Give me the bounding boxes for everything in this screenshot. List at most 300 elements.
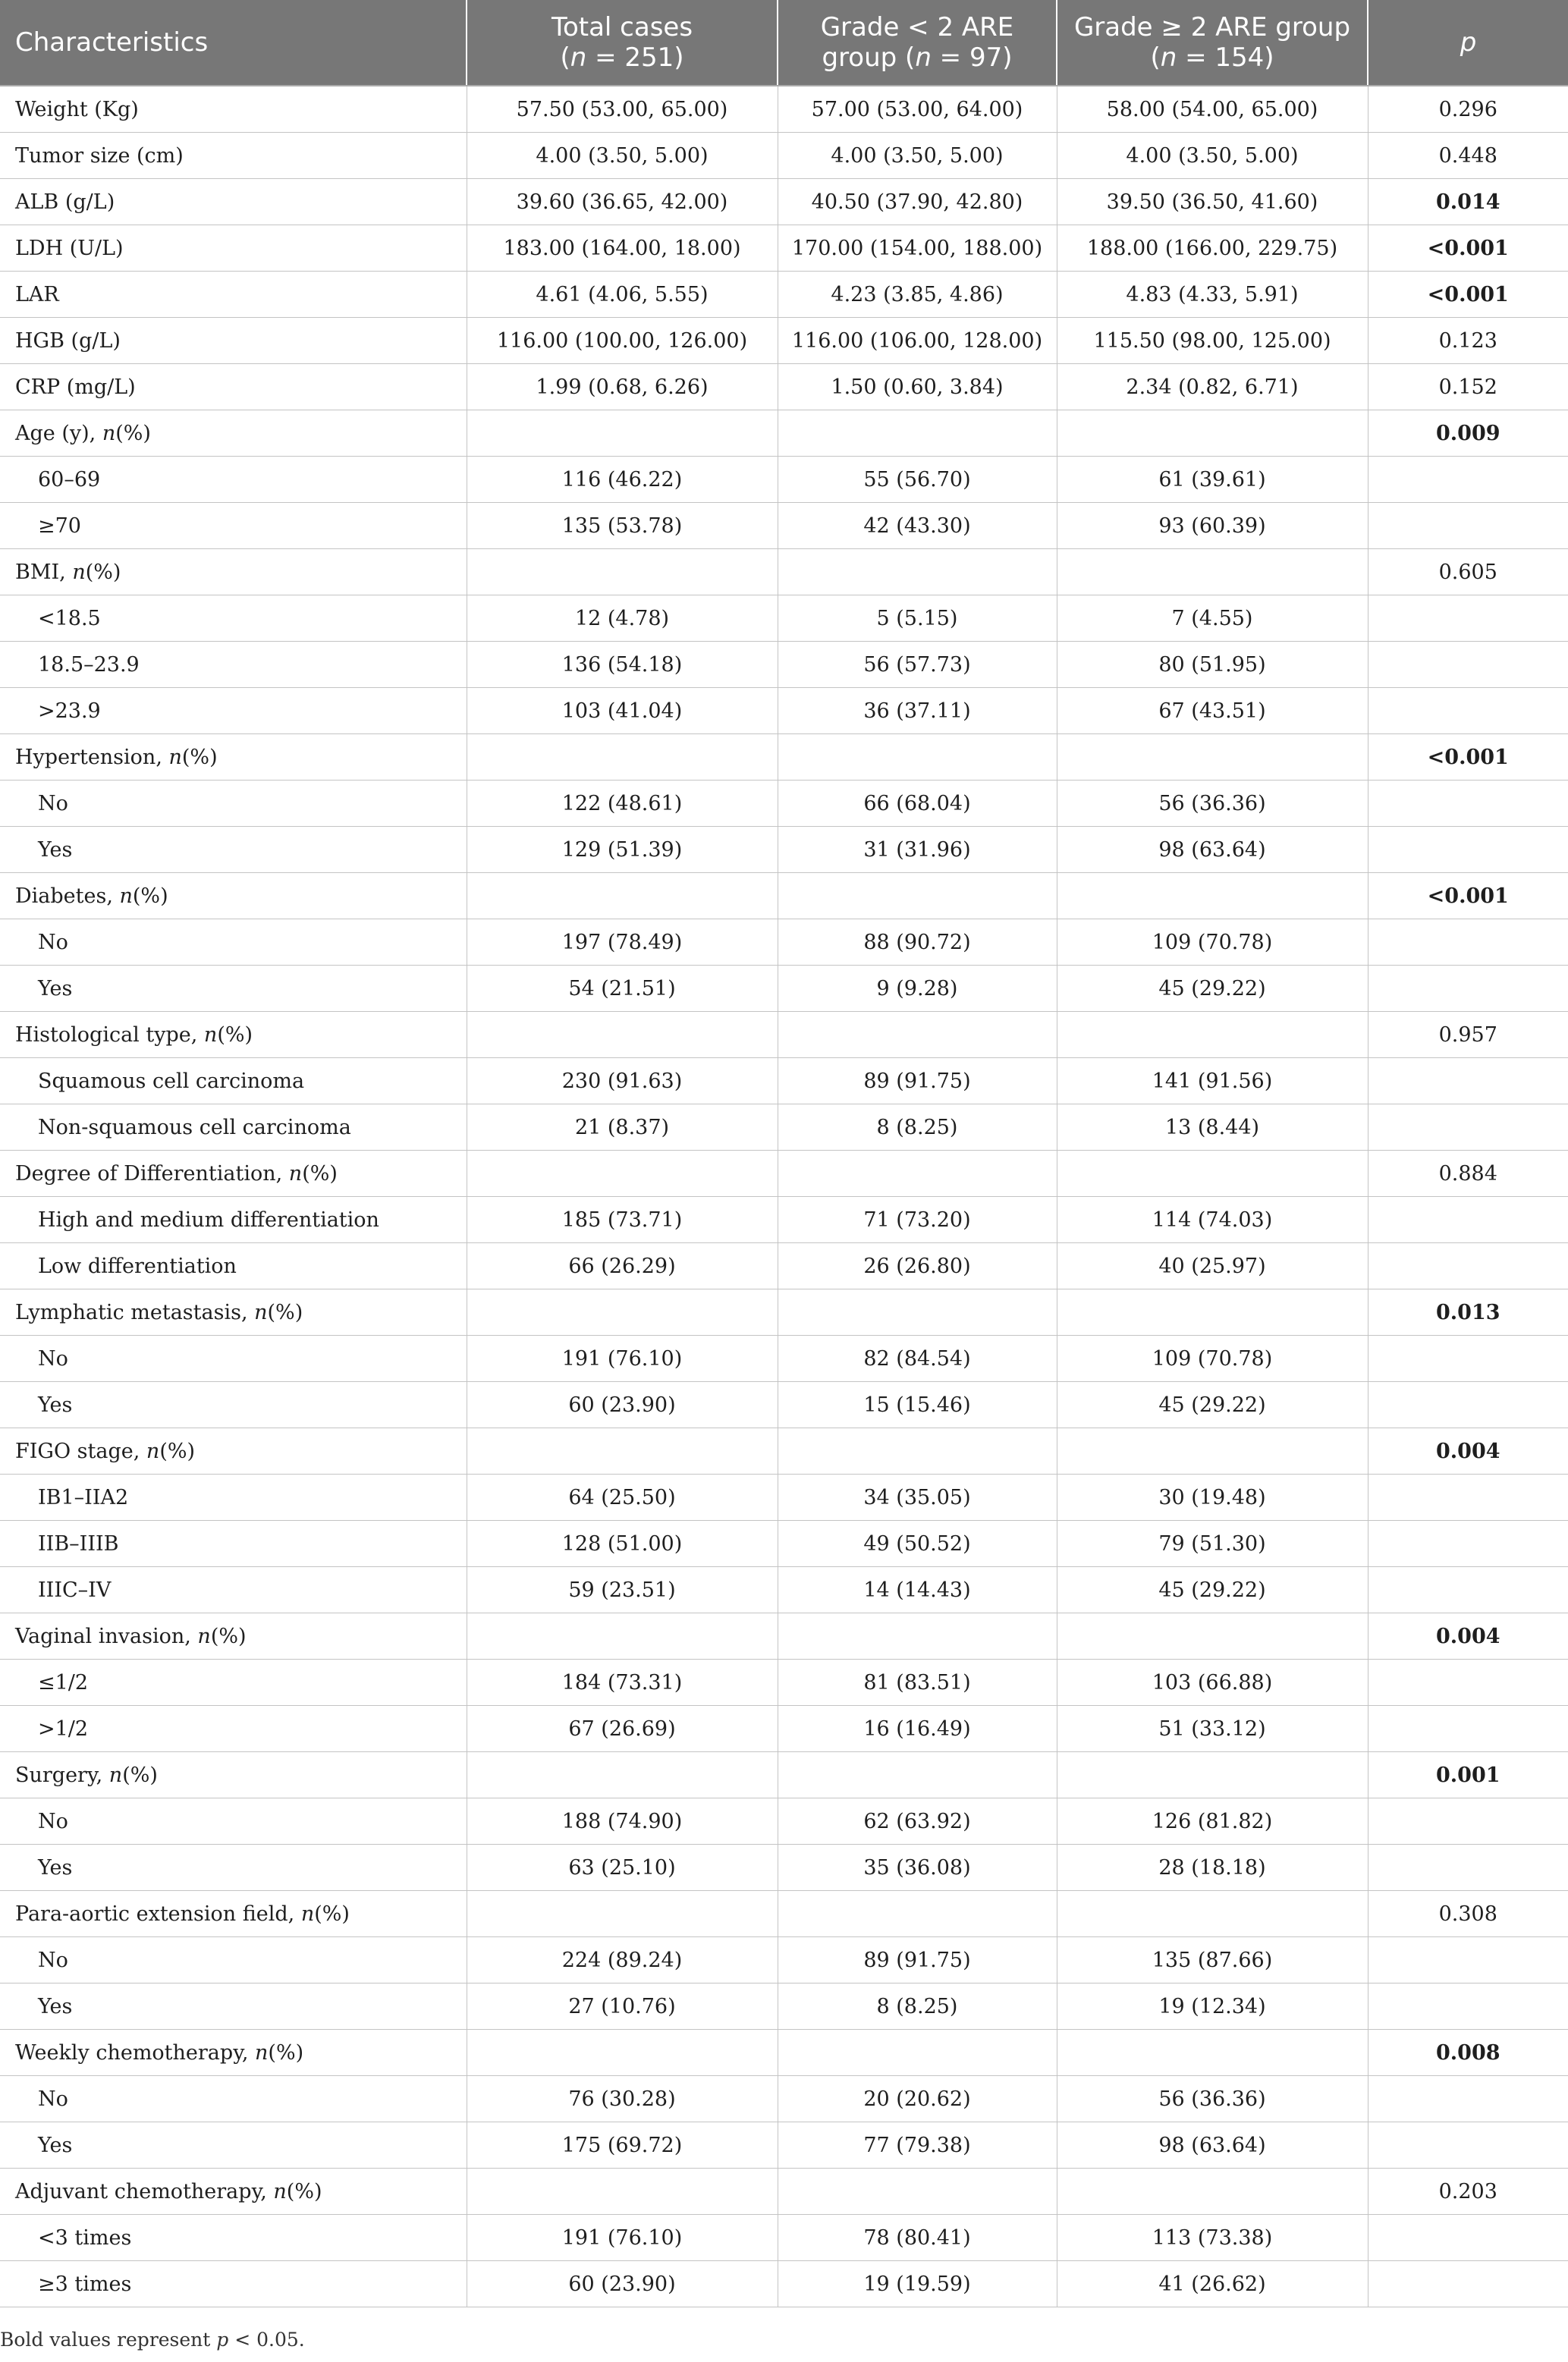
- row-label: Weight (Kg): [0, 86, 467, 133]
- total-cases-cell: [467, 873, 778, 919]
- grade-high-cell: 45 (29.22): [1057, 1567, 1368, 1613]
- footnote: Bold values represent p < 0.05.: [0, 2329, 305, 2351]
- p-value-cell: [1368, 1243, 1568, 1289]
- grade-high-cell: 113 (73.38): [1057, 2215, 1368, 2261]
- p-value-cell: 0.308: [1368, 1891, 1568, 1937]
- p-value-cell: [1368, 1984, 1568, 2030]
- total-cases-cell: 4.00 (3.50, 5.00): [467, 133, 778, 179]
- table-row: [0, 1521, 1568, 1567]
- p-value-cell: <0.001: [1368, 225, 1568, 272]
- grade-low-cell: 1.50 (0.60, 3.84): [778, 364, 1057, 410]
- p-value-cell: [1368, 2215, 1568, 2261]
- p-value-cell: [1368, 1521, 1568, 1567]
- total-cases-cell: 103 (41.04): [467, 688, 778, 734]
- grade-low-cell: 89 (91.75): [778, 1058, 1057, 1104]
- table-row: [0, 1475, 1568, 1521]
- grade-high-cell: 188.00 (166.00, 229.75): [1057, 225, 1368, 272]
- table-row: [0, 873, 1568, 919]
- header-low-line2: group (n = 97): [822, 42, 1013, 73]
- total-cases-cell: [467, 2169, 778, 2215]
- total-cases-cell: 66 (26.29): [467, 1243, 778, 1289]
- table-row: [0, 642, 1568, 688]
- grade-low-cell: 4.00 (3.50, 5.00): [778, 133, 1057, 179]
- total-cases-cell: [467, 1428, 778, 1475]
- row-label: >1/2: [0, 1706, 467, 1752]
- total-cases-cell: [467, 410, 778, 457]
- total-cases-cell: 183.00 (164.00, 18.00): [467, 225, 778, 272]
- header-low-line1: Grade < 2 ARE: [820, 12, 1014, 42]
- row-label: Yes: [0, 1984, 467, 2030]
- total-cases-cell: 54 (21.51): [467, 966, 778, 1012]
- grade-low-cell: [778, 873, 1057, 919]
- table-row: [0, 1845, 1568, 1891]
- total-cases-cell: 4.61 (4.06, 5.55): [467, 272, 778, 318]
- row-label: Surgery, n(%): [0, 1752, 467, 1798]
- row-label: No: [0, 781, 467, 827]
- total-cases-cell: 27 (10.76): [467, 1984, 778, 2030]
- p-value-cell: [1368, 1706, 1568, 1752]
- grade-low-cell: 14 (14.43): [778, 1567, 1057, 1613]
- total-cases-cell: 122 (48.61): [467, 781, 778, 827]
- total-cases-cell: 60 (23.90): [467, 2261, 778, 2307]
- grade-low-cell: 62 (63.92): [778, 1798, 1057, 1845]
- grade-low-cell: 49 (50.52): [778, 1521, 1057, 1567]
- table-row: [0, 1289, 1568, 1336]
- total-cases-cell: [467, 2030, 778, 2076]
- table-row: [0, 1382, 1568, 1428]
- grade-high-cell: 61 (39.61): [1057, 457, 1368, 503]
- grade-low-cell: 9 (9.28): [778, 966, 1057, 1012]
- table-row: [0, 1243, 1568, 1289]
- grade-low-cell: 77 (79.38): [778, 2122, 1057, 2169]
- total-cases-cell: 64 (25.50): [467, 1475, 778, 1521]
- table-row: [0, 1058, 1568, 1104]
- table-row: [0, 595, 1568, 642]
- row-label: ≤1/2: [0, 1660, 467, 1706]
- total-cases-cell: 191 (76.10): [467, 2215, 778, 2261]
- p-value-cell: [1368, 1336, 1568, 1382]
- total-cases-cell: [467, 1752, 778, 1798]
- table-row: [0, 503, 1568, 549]
- header-characteristics: Characteristics: [0, 0, 467, 86]
- grade-low-cell: 16 (16.49): [778, 1706, 1057, 1752]
- grade-high-cell: 98 (63.64): [1057, 827, 1368, 873]
- row-label: Yes: [0, 827, 467, 873]
- table-row: [0, 966, 1568, 1012]
- grade-high-cell: 19 (12.34): [1057, 1984, 1368, 2030]
- grade-low-cell: 88 (90.72): [778, 919, 1057, 966]
- table-row: [0, 1151, 1568, 1197]
- grade-low-cell: 55 (56.70): [778, 457, 1057, 503]
- header-p-label: p: [1460, 27, 1477, 58]
- grade-low-cell: 8 (8.25): [778, 1104, 1057, 1151]
- row-label: IB1–IIA2: [0, 1475, 467, 1521]
- total-cases-cell: [467, 1012, 778, 1058]
- total-cases-cell: 67 (26.69): [467, 1706, 778, 1752]
- p-value-cell: 0.008: [1368, 2030, 1568, 2076]
- row-label: No: [0, 1798, 467, 1845]
- p-value-cell: [1368, 2076, 1568, 2122]
- total-cases-cell: 188 (74.90): [467, 1798, 778, 1845]
- grade-low-cell: 170.00 (154.00, 188.00): [778, 225, 1057, 272]
- total-cases-cell: 21 (8.37): [467, 1104, 778, 1151]
- row-label: No: [0, 1336, 467, 1382]
- row-label: Degree of Differentiation, n(%): [0, 1151, 467, 1197]
- total-cases-cell: 175 (69.72): [467, 2122, 778, 2169]
- grade-low-cell: [778, 1752, 1057, 1798]
- grade-low-cell: [778, 1151, 1057, 1197]
- total-cases-cell: 136 (54.18): [467, 642, 778, 688]
- grade-high-cell: 103 (66.88): [1057, 1660, 1368, 1706]
- table-row: [0, 827, 1568, 873]
- grade-low-cell: 57.00 (53.00, 64.00): [778, 86, 1057, 133]
- p-value-cell: 0.448: [1368, 133, 1568, 179]
- table-row: [0, 225, 1568, 272]
- row-label: Lymphatic metastasis, n(%): [0, 1289, 467, 1336]
- table-row: [0, 1012, 1568, 1058]
- row-label: ≥70: [0, 503, 467, 549]
- row-label: Low differentiation: [0, 1243, 467, 1289]
- total-cases-cell: 59 (23.51): [467, 1567, 778, 1613]
- row-label: Hypertension, n(%): [0, 734, 467, 781]
- grade-low-cell: [778, 410, 1057, 457]
- p-value-cell: [1368, 1058, 1568, 1104]
- total-cases-cell: 135 (53.78): [467, 503, 778, 549]
- table-row: [0, 1660, 1568, 1706]
- p-value-cell: 0.009: [1368, 410, 1568, 457]
- table-row: [0, 364, 1568, 410]
- p-value-cell: [1368, 781, 1568, 827]
- grade-high-cell: 109 (70.78): [1057, 919, 1368, 966]
- row-label: 18.5–23.9: [0, 642, 467, 688]
- table-row: [0, 919, 1568, 966]
- grade-high-cell: [1057, 2169, 1368, 2215]
- grade-high-cell: 28 (18.18): [1057, 1845, 1368, 1891]
- p-value-cell: 0.014: [1368, 179, 1568, 225]
- p-value-cell: 0.957: [1368, 1012, 1568, 1058]
- grade-low-cell: 36 (37.11): [778, 688, 1057, 734]
- total-cases-cell: [467, 1613, 778, 1660]
- grade-high-cell: 80 (51.95): [1057, 642, 1368, 688]
- grade-high-cell: 135 (87.66): [1057, 1937, 1368, 1984]
- grade-high-cell: 58.00 (54.00, 65.00): [1057, 86, 1368, 133]
- grade-high-cell: [1057, 1613, 1368, 1660]
- total-cases-cell: 116 (46.22): [467, 457, 778, 503]
- p-value-cell: [1368, 827, 1568, 873]
- table-row: [0, 1104, 1568, 1151]
- table-row: [0, 179, 1568, 225]
- row-label: Vaginal invasion, n(%): [0, 1613, 467, 1660]
- table-row: [0, 2030, 1568, 2076]
- table-row: [0, 1798, 1568, 1845]
- grade-high-cell: 93 (60.39): [1057, 503, 1368, 549]
- grade-high-cell: 4.00 (3.50, 5.00): [1057, 133, 1368, 179]
- table-row: [0, 1428, 1568, 1475]
- p-value-cell: [1368, 2122, 1568, 2169]
- grade-low-cell: 40.50 (37.90, 42.80): [778, 179, 1057, 225]
- p-value-cell: [1368, 1475, 1568, 1521]
- p-value-cell: [1368, 642, 1568, 688]
- row-label: Yes: [0, 1382, 467, 1428]
- row-label: Histological type, n(%): [0, 1012, 467, 1058]
- grade-high-cell: 79 (51.30): [1057, 1521, 1368, 1567]
- total-cases-cell: 76 (30.28): [467, 2076, 778, 2122]
- row-label: Tumor size (cm): [0, 133, 467, 179]
- table-row: [0, 133, 1568, 179]
- total-cases-cell: 129 (51.39): [467, 827, 778, 873]
- grade-high-cell: 98 (63.64): [1057, 2122, 1368, 2169]
- total-cases-cell: 39.60 (36.65, 42.00): [467, 179, 778, 225]
- total-cases-cell: 185 (73.71): [467, 1197, 778, 1243]
- row-label: BMI, n(%): [0, 549, 467, 595]
- grade-high-cell: [1057, 410, 1368, 457]
- p-value-cell: [1368, 919, 1568, 966]
- grade-low-cell: [778, 2169, 1057, 2215]
- table-row: [0, 1984, 1568, 2030]
- grade-low-cell: 20 (20.62): [778, 2076, 1057, 2122]
- grade-low-cell: 35 (36.08): [778, 1845, 1057, 1891]
- grade-high-cell: [1057, 1891, 1368, 1937]
- grade-low-cell: [778, 2030, 1057, 2076]
- row-label: >23.9: [0, 688, 467, 734]
- p-value-cell: <0.001: [1368, 734, 1568, 781]
- header-total-line2: (n = 251): [560, 42, 684, 73]
- grade-high-cell: 109 (70.78): [1057, 1336, 1368, 1382]
- header-total-line1: Total cases: [551, 12, 693, 42]
- grade-low-cell: 66 (68.04): [778, 781, 1057, 827]
- grade-high-cell: 141 (91.56): [1057, 1058, 1368, 1104]
- table-row: [0, 1937, 1568, 1984]
- table-row: [0, 410, 1568, 457]
- grade-high-cell: 114 (74.03): [1057, 1197, 1368, 1243]
- grade-low-cell: [778, 1891, 1057, 1937]
- table-row: [0, 318, 1568, 364]
- grade-high-cell: 67 (43.51): [1057, 688, 1368, 734]
- p-value-cell: [1368, 595, 1568, 642]
- grade-low-cell: 82 (84.54): [778, 1336, 1057, 1382]
- row-label: ALB (g/L): [0, 179, 467, 225]
- p-value-cell: [1368, 1567, 1568, 1613]
- grade-low-cell: 89 (91.75): [778, 1937, 1057, 1984]
- grade-low-cell: [778, 549, 1057, 595]
- grade-high-cell: [1057, 549, 1368, 595]
- grade-low-cell: 42 (43.30): [778, 503, 1057, 549]
- header-total-cases: [467, 0, 778, 86]
- grade-high-cell: [1057, 1289, 1368, 1336]
- grade-low-cell: 8 (8.25): [778, 1984, 1057, 2030]
- grade-high-cell: [1057, 734, 1368, 781]
- p-value-cell: [1368, 1937, 1568, 1984]
- table-row: [0, 1752, 1568, 1798]
- table-row: [0, 781, 1568, 827]
- header-high-line1: Grade ≥ 2 ARE group: [1073, 12, 1351, 42]
- p-value-cell: [1368, 1104, 1568, 1151]
- p-value-cell: [1368, 503, 1568, 549]
- p-value-cell: 0.004: [1368, 1613, 1568, 1660]
- row-label: No: [0, 2076, 467, 2122]
- row-label: IIIC–IV: [0, 1567, 467, 1613]
- row-label: High and medium differentiation: [0, 1197, 467, 1243]
- table-row: [0, 2215, 1568, 2261]
- grade-low-cell: 31 (31.96): [778, 827, 1057, 873]
- grade-high-cell: 4.83 (4.33, 5.91): [1057, 272, 1368, 318]
- table-body: [0, 86, 1568, 2307]
- grade-high-cell: 56 (36.36): [1057, 2076, 1368, 2122]
- table-row: [0, 457, 1568, 503]
- table-row: [0, 2122, 1568, 2169]
- grade-high-cell: [1057, 2030, 1368, 2076]
- row-label: Non-squamous cell carcinoma: [0, 1104, 467, 1151]
- table-row: [0, 549, 1568, 595]
- p-value-cell: 0.001: [1368, 1752, 1568, 1798]
- grade-low-cell: [778, 1289, 1057, 1336]
- grade-high-cell: 13 (8.44): [1057, 1104, 1368, 1151]
- table-row: [0, 1197, 1568, 1243]
- row-label: Yes: [0, 966, 467, 1012]
- table-header: [0, 0, 1568, 86]
- row-label: Age (y), n(%): [0, 410, 467, 457]
- p-value-cell: [1368, 688, 1568, 734]
- grade-low-cell: 34 (35.05): [778, 1475, 1057, 1521]
- total-cases-cell: [467, 1891, 778, 1937]
- grade-low-cell: 81 (83.51): [778, 1660, 1057, 1706]
- total-cases-cell: 230 (91.63): [467, 1058, 778, 1104]
- grade-high-cell: 40 (25.97): [1057, 1243, 1368, 1289]
- p-value-cell: 0.152: [1368, 364, 1568, 410]
- header-grade-low: [778, 0, 1057, 86]
- row-label: ≥3 times: [0, 2261, 467, 2307]
- row-label: Yes: [0, 1845, 467, 1891]
- p-value-cell: [1368, 457, 1568, 503]
- total-cases-cell: 184 (73.31): [467, 1660, 778, 1706]
- row-label: Weekly chemotherapy, n(%): [0, 2030, 467, 2076]
- table-row: [0, 1567, 1568, 1613]
- row-label: Para-aortic extension field, n(%): [0, 1891, 467, 1937]
- p-value-cell: [1368, 966, 1568, 1012]
- grade-high-cell: 2.34 (0.82, 6.71): [1057, 364, 1368, 410]
- p-value-cell: 0.884: [1368, 1151, 1568, 1197]
- grade-high-cell: [1057, 1752, 1368, 1798]
- grade-high-cell: 30 (19.48): [1057, 1475, 1368, 1521]
- table-row: [0, 734, 1568, 781]
- grade-high-cell: [1057, 1428, 1368, 1475]
- total-cases-cell: [467, 734, 778, 781]
- p-value-cell: [1368, 1845, 1568, 1891]
- header-p-value: [1368, 0, 1568, 86]
- total-cases-cell: 197 (78.49): [467, 919, 778, 966]
- row-label: 60–69: [0, 457, 467, 503]
- grade-low-cell: 56 (57.73): [778, 642, 1057, 688]
- total-cases-cell: 12 (4.78): [467, 595, 778, 642]
- row-label: LDH (U/L): [0, 225, 467, 272]
- grade-low-cell: [778, 734, 1057, 781]
- grade-high-cell: 7 (4.55): [1057, 595, 1368, 642]
- table-row: [0, 1891, 1568, 1937]
- total-cases-cell: 116.00 (100.00, 126.00): [467, 318, 778, 364]
- row-label: Squamous cell carcinoma: [0, 1058, 467, 1104]
- row-label: No: [0, 1937, 467, 1984]
- row-label: FIGO stage, n(%): [0, 1428, 467, 1475]
- p-value-cell: [1368, 1798, 1568, 1845]
- grade-high-cell: 126 (81.82): [1057, 1798, 1368, 1845]
- row-label: HGB (g/L): [0, 318, 467, 364]
- header-high-line2: (n = 154): [1150, 42, 1274, 73]
- row-label: LAR: [0, 272, 467, 318]
- total-cases-cell: 191 (76.10): [467, 1336, 778, 1382]
- p-value-cell: 0.605: [1368, 549, 1568, 595]
- table-row: [0, 2076, 1568, 2122]
- grade-high-cell: 51 (33.12): [1057, 1706, 1368, 1752]
- p-value-cell: [1368, 1660, 1568, 1706]
- p-value-cell: [1368, 1382, 1568, 1428]
- grade-low-cell: [778, 1428, 1057, 1475]
- grade-low-cell: 4.23 (3.85, 4.86): [778, 272, 1057, 318]
- table-row: [0, 86, 1568, 133]
- table-row: [0, 2261, 1568, 2307]
- total-cases-cell: [467, 1289, 778, 1336]
- grade-low-cell: 19 (19.59): [778, 2261, 1057, 2307]
- grade-high-cell: 45 (29.22): [1057, 1382, 1368, 1428]
- grade-low-cell: 71 (73.20): [778, 1197, 1057, 1243]
- grade-high-cell: 45 (29.22): [1057, 966, 1368, 1012]
- total-cases-cell: 1.99 (0.68, 6.26): [467, 364, 778, 410]
- grade-high-cell: 41 (26.62): [1057, 2261, 1368, 2307]
- p-value-cell: [1368, 1197, 1568, 1243]
- row-label: Adjuvant chemotherapy, n(%): [0, 2169, 467, 2215]
- row-label: CRP (mg/L): [0, 364, 467, 410]
- p-value-cell: 0.203: [1368, 2169, 1568, 2215]
- header-grade-high: [1057, 0, 1368, 86]
- grade-high-cell: [1057, 1012, 1368, 1058]
- total-cases-cell: [467, 1151, 778, 1197]
- total-cases-cell: 128 (51.00): [467, 1521, 778, 1567]
- grade-low-cell: 116.00 (106.00, 128.00): [778, 318, 1057, 364]
- grade-high-cell: 115.50 (98.00, 125.00): [1057, 318, 1368, 364]
- p-value-cell: 0.013: [1368, 1289, 1568, 1336]
- row-label: Yes: [0, 2122, 467, 2169]
- row-label: IIB–IIIB: [0, 1521, 467, 1567]
- table-row: [0, 1613, 1568, 1660]
- table-row: [0, 1336, 1568, 1382]
- grade-low-cell: 78 (80.41): [778, 2215, 1057, 2261]
- table-row: [0, 688, 1568, 734]
- row-label: <18.5: [0, 595, 467, 642]
- grade-low-cell: [778, 1613, 1057, 1660]
- grade-low-cell: 26 (26.80): [778, 1243, 1057, 1289]
- p-value-cell: <0.001: [1368, 272, 1568, 318]
- grade-high-cell: [1057, 1151, 1368, 1197]
- table-row: [0, 1706, 1568, 1752]
- p-value-cell: <0.001: [1368, 873, 1568, 919]
- total-cases-cell: 60 (23.90): [467, 1382, 778, 1428]
- grade-low-cell: 15 (15.46): [778, 1382, 1057, 1428]
- table-row: [0, 2169, 1568, 2215]
- total-cases-cell: [467, 549, 778, 595]
- grade-high-cell: [1057, 873, 1368, 919]
- grade-low-cell: 5 (5.15): [778, 595, 1057, 642]
- total-cases-cell: 224 (89.24): [467, 1937, 778, 1984]
- p-value-cell: 0.004: [1368, 1428, 1568, 1475]
- table-row: [0, 272, 1568, 318]
- total-cases-cell: 63 (25.10): [467, 1845, 778, 1891]
- row-label: No: [0, 919, 467, 966]
- grade-high-cell: 39.50 (36.50, 41.60): [1057, 179, 1368, 225]
- grade-high-cell: 56 (36.36): [1057, 781, 1368, 827]
- row-label: Diabetes, n(%): [0, 873, 467, 919]
- p-value-cell: 0.296: [1368, 86, 1568, 133]
- p-value-cell: [1368, 2261, 1568, 2307]
- grade-low-cell: [778, 1012, 1057, 1058]
